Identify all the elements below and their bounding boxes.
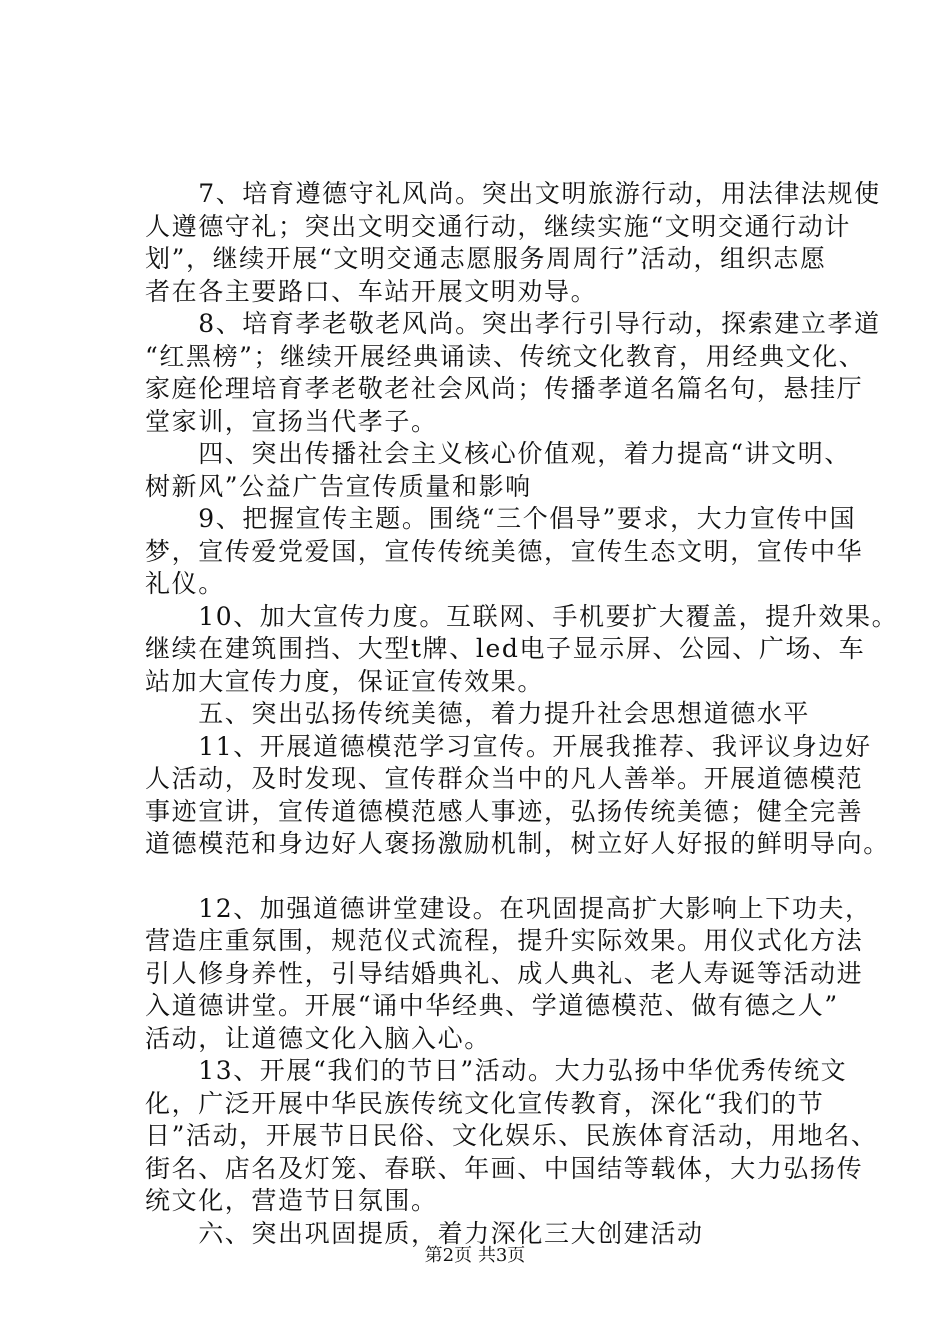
text-line: 街名、店名及灯笼、春联、年画、中国结等载体，大力弘扬传 — [145, 1153, 864, 1183]
paragraph-gap — [145, 861, 805, 893]
text-line: 四、突出传播社会主义核心价值观，着力提高“讲文明、 — [145, 439, 851, 468]
text-line: 化，广泛开展中华民族传统文化宣传教育，深化“我们的节 — [145, 1088, 825, 1118]
text-line: 日”活动，开展节日民俗、文化娱乐、民族体育活动，用地名、 — [145, 1121, 878, 1150]
page-footer: 第2页 共3页 — [424, 1245, 526, 1266]
text-line: 树新风”公益广告宣传质量和影响 — [145, 471, 532, 501]
text-line: “红黑榜”；继续开展经典诵读、传统文化教育，用经典文化、 — [145, 341, 866, 371]
text-line: 统文化，营造节日氛围。 — [145, 1186, 438, 1215]
text-line: 堂家训，宣扬当代孝子。 — [145, 406, 438, 436]
text-line: 者在各主要路口、车站开展文明劝导。 — [145, 276, 598, 306]
text-line: 道德模范和身边好人褒扬激励机制，树立好人好报的鲜明导向。 — [145, 829, 890, 858]
text-line: 引人修身养性，引导结婚典礼、成人典礼、老人寿诞等活动进 — [145, 958, 864, 988]
document-body — [145, 178, 899, 1250]
text-line: 站加大宣传力度，保证宣传效果。 — [145, 666, 545, 696]
text-line: 11、开展道德模范学习宣传。开展我推荐、我评议身边好 — [145, 731, 872, 761]
text-line: 8、培育孝老敬老风尚。突出孝行引导行动，探索建立孝道 — [145, 309, 881, 338]
text-line: 人活动，及时发现、宣传群众当中的凡人善举。开展道德模范 — [145, 764, 864, 793]
text-line: 家庭伦理培育孝老敬老社会风尚；传播孝道名篇名句，悬挂厅 — [145, 374, 864, 403]
text-line: 梦，宣传爱党爱国，宣传传统美德，宣传生态文明，宣传中华 — [145, 536, 864, 566]
text-line: 12、加强道德讲堂建设。在巩固提高扩大影响上下功夫， — [145, 893, 872, 923]
text-line: 13、开展“我们的节日”活动。大力弘扬中华优秀传统文 — [145, 1056, 848, 1085]
text-line: 事迹宣讲，宣传道德模范感人事迹，弘扬传统美德；健全完善 — [145, 796, 864, 826]
text-line: 五、突出弘扬传统美德，着力提升社会思想道德水平 — [145, 699, 811, 728]
text-line: 人遵德守礼；突出文明交通行动，继续实施“文明交通行动计 — [145, 211, 851, 241]
text-line: 礼仪。 — [145, 569, 225, 598]
text-line: 六、突出巩固提质，着力深化三大创建活动 — [145, 1218, 704, 1248]
text-line: 划”，继续开展“文明交通志愿服务周周行”活动，组织志愿 — [145, 244, 827, 273]
text-line: 营造庄重氛围，规范仪式流程，提升实际效果。用仪式化方法 — [145, 926, 864, 955]
text-line: 入道德讲堂。开展“诵中华经典、学道德模范、做有德之人” — [145, 991, 839, 1020]
text-line: 7、培育遵德守礼风尚。突出文明旅游行动，用法律法规使 — [145, 179, 881, 208]
text-line: 活动，让道德文化入脑入心。 — [145, 1023, 491, 1053]
text-line: 9、把握宣传主题。围绕“三个倡导”要求，大力宣传中国 — [145, 504, 857, 533]
text-line: 继续在建筑围挡、大型t牌、led电子显示屏、公园、广场、车 — [145, 634, 866, 663]
text-line: 10、加大宣传力度。互联网、手机要扩大覆盖，提升效果。 — [145, 601, 899, 631]
